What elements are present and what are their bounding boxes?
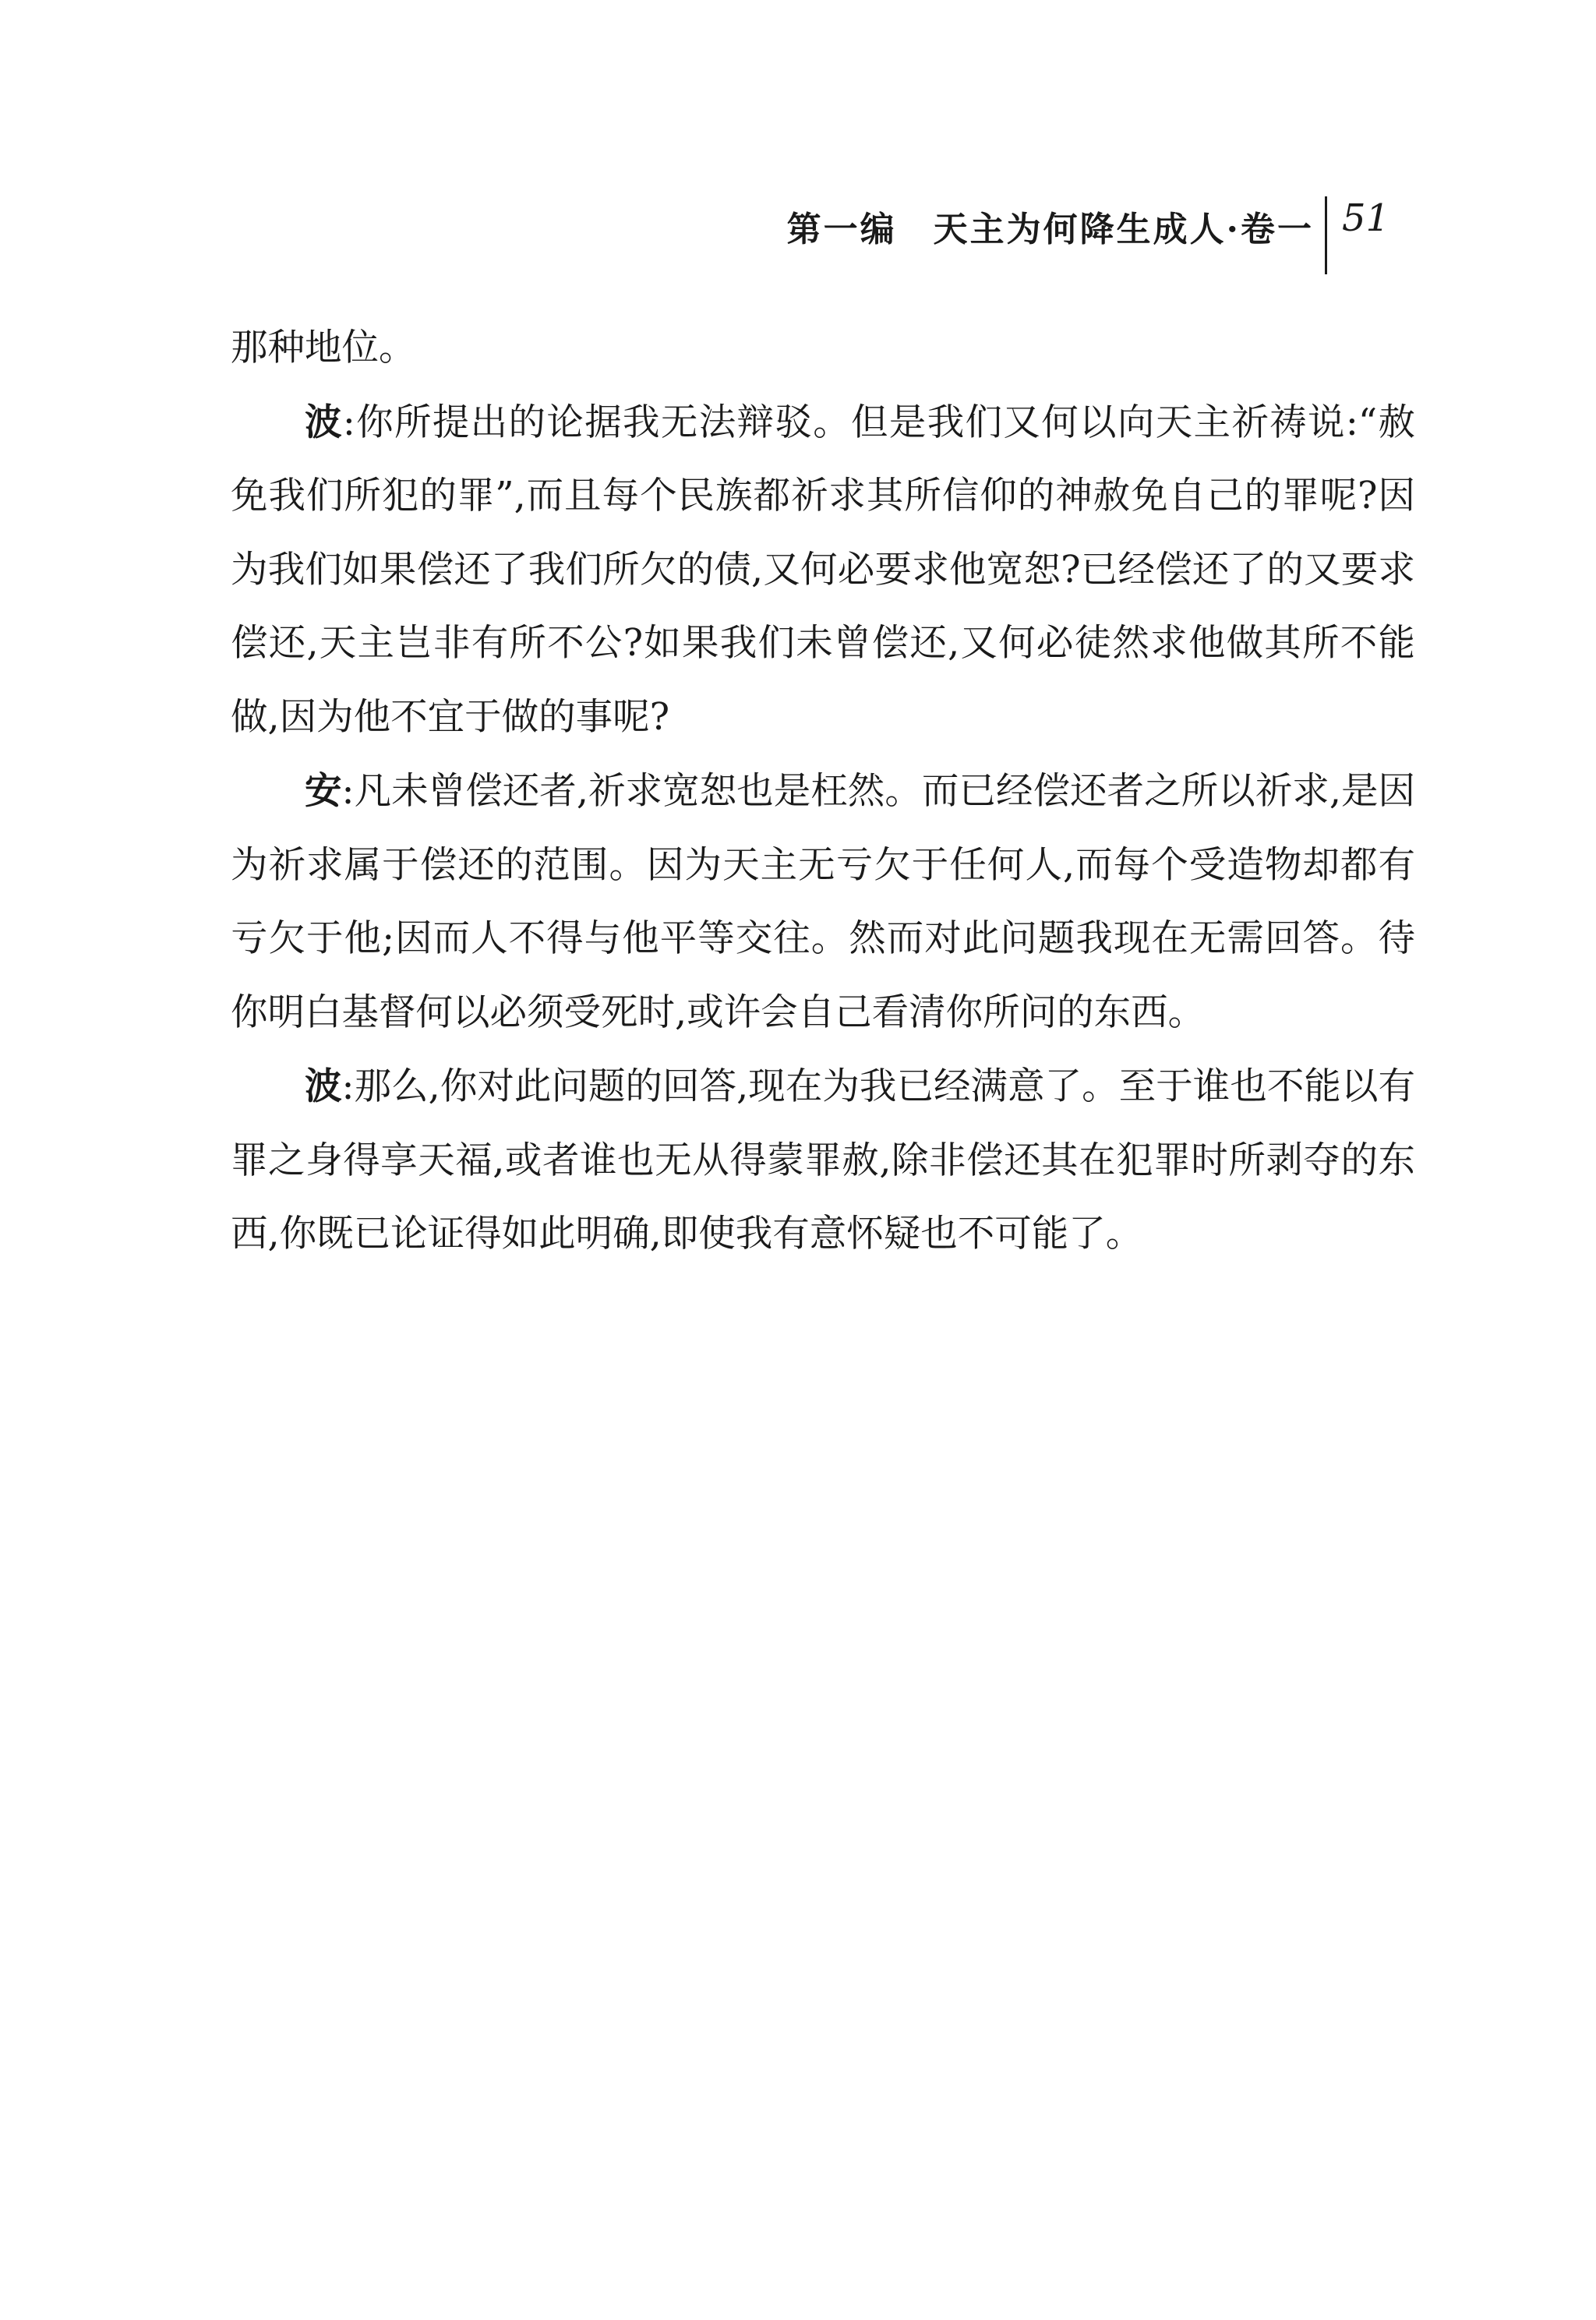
paragraph — [231, 754, 1415, 1050]
paragraph-text: :凡未曾偿还者,祈求宽恕也是枉然。而已经偿还者之所以祈求,是因为祈求属于偿还的范围。因为天主无亏欠于任何人,而每个受造物却都有亏欠于他;因而人不得与他平等交往。然而对此问题我现在无需回答。待你明白基督何以必须受死时,或许会自己看清你所问的东西。 — [231, 770, 1416, 1034]
header-divider — [1325, 196, 1327, 274]
paragraph — [231, 1050, 1415, 1272]
body-text — [231, 312, 1415, 1272]
paragraph — [231, 386, 1415, 755]
paragraph — [231, 312, 1415, 386]
speaker-label: 波 — [305, 1065, 342, 1108]
paragraph-text: :你所提出的论据我无法辩驳。但是我们又何以向天主祈祷说:“赦免我们所犯的罪”,而且每个民族都祈求其所信仰的神赦免自己的罪呢?因为我们如果偿还了我们所欠的债,又何必要求他宽恕?已经偿还了的又要求偿还,天主岂非有所不公?如果我们未曾偿还,又何必徒然求他做其所不能做,因为他不宜于做的事呢? — [231, 401, 1415, 739]
page-number: 51 — [1342, 196, 1390, 240]
speaker-label: 波 — [305, 400, 343, 444]
paragraph-text: :那么,你对此问题的回答,现在为我已经满意了。至于谁也不能以有罪之身得享天福,或者谁也无从得蒙罪赦,除非偿还其在犯罪时所剥夺的东西,你既已论证得如此明确,即使我有意怀疑也不可能了。 — [231, 1065, 1415, 1255]
running-title: 第一编 天主为何降生成人·卷一 — [786, 210, 1314, 249]
speaker-label: 安 — [305, 769, 342, 813]
paragraph-text: 那种地位。 — [231, 327, 416, 369]
running-header — [776, 196, 1431, 274]
